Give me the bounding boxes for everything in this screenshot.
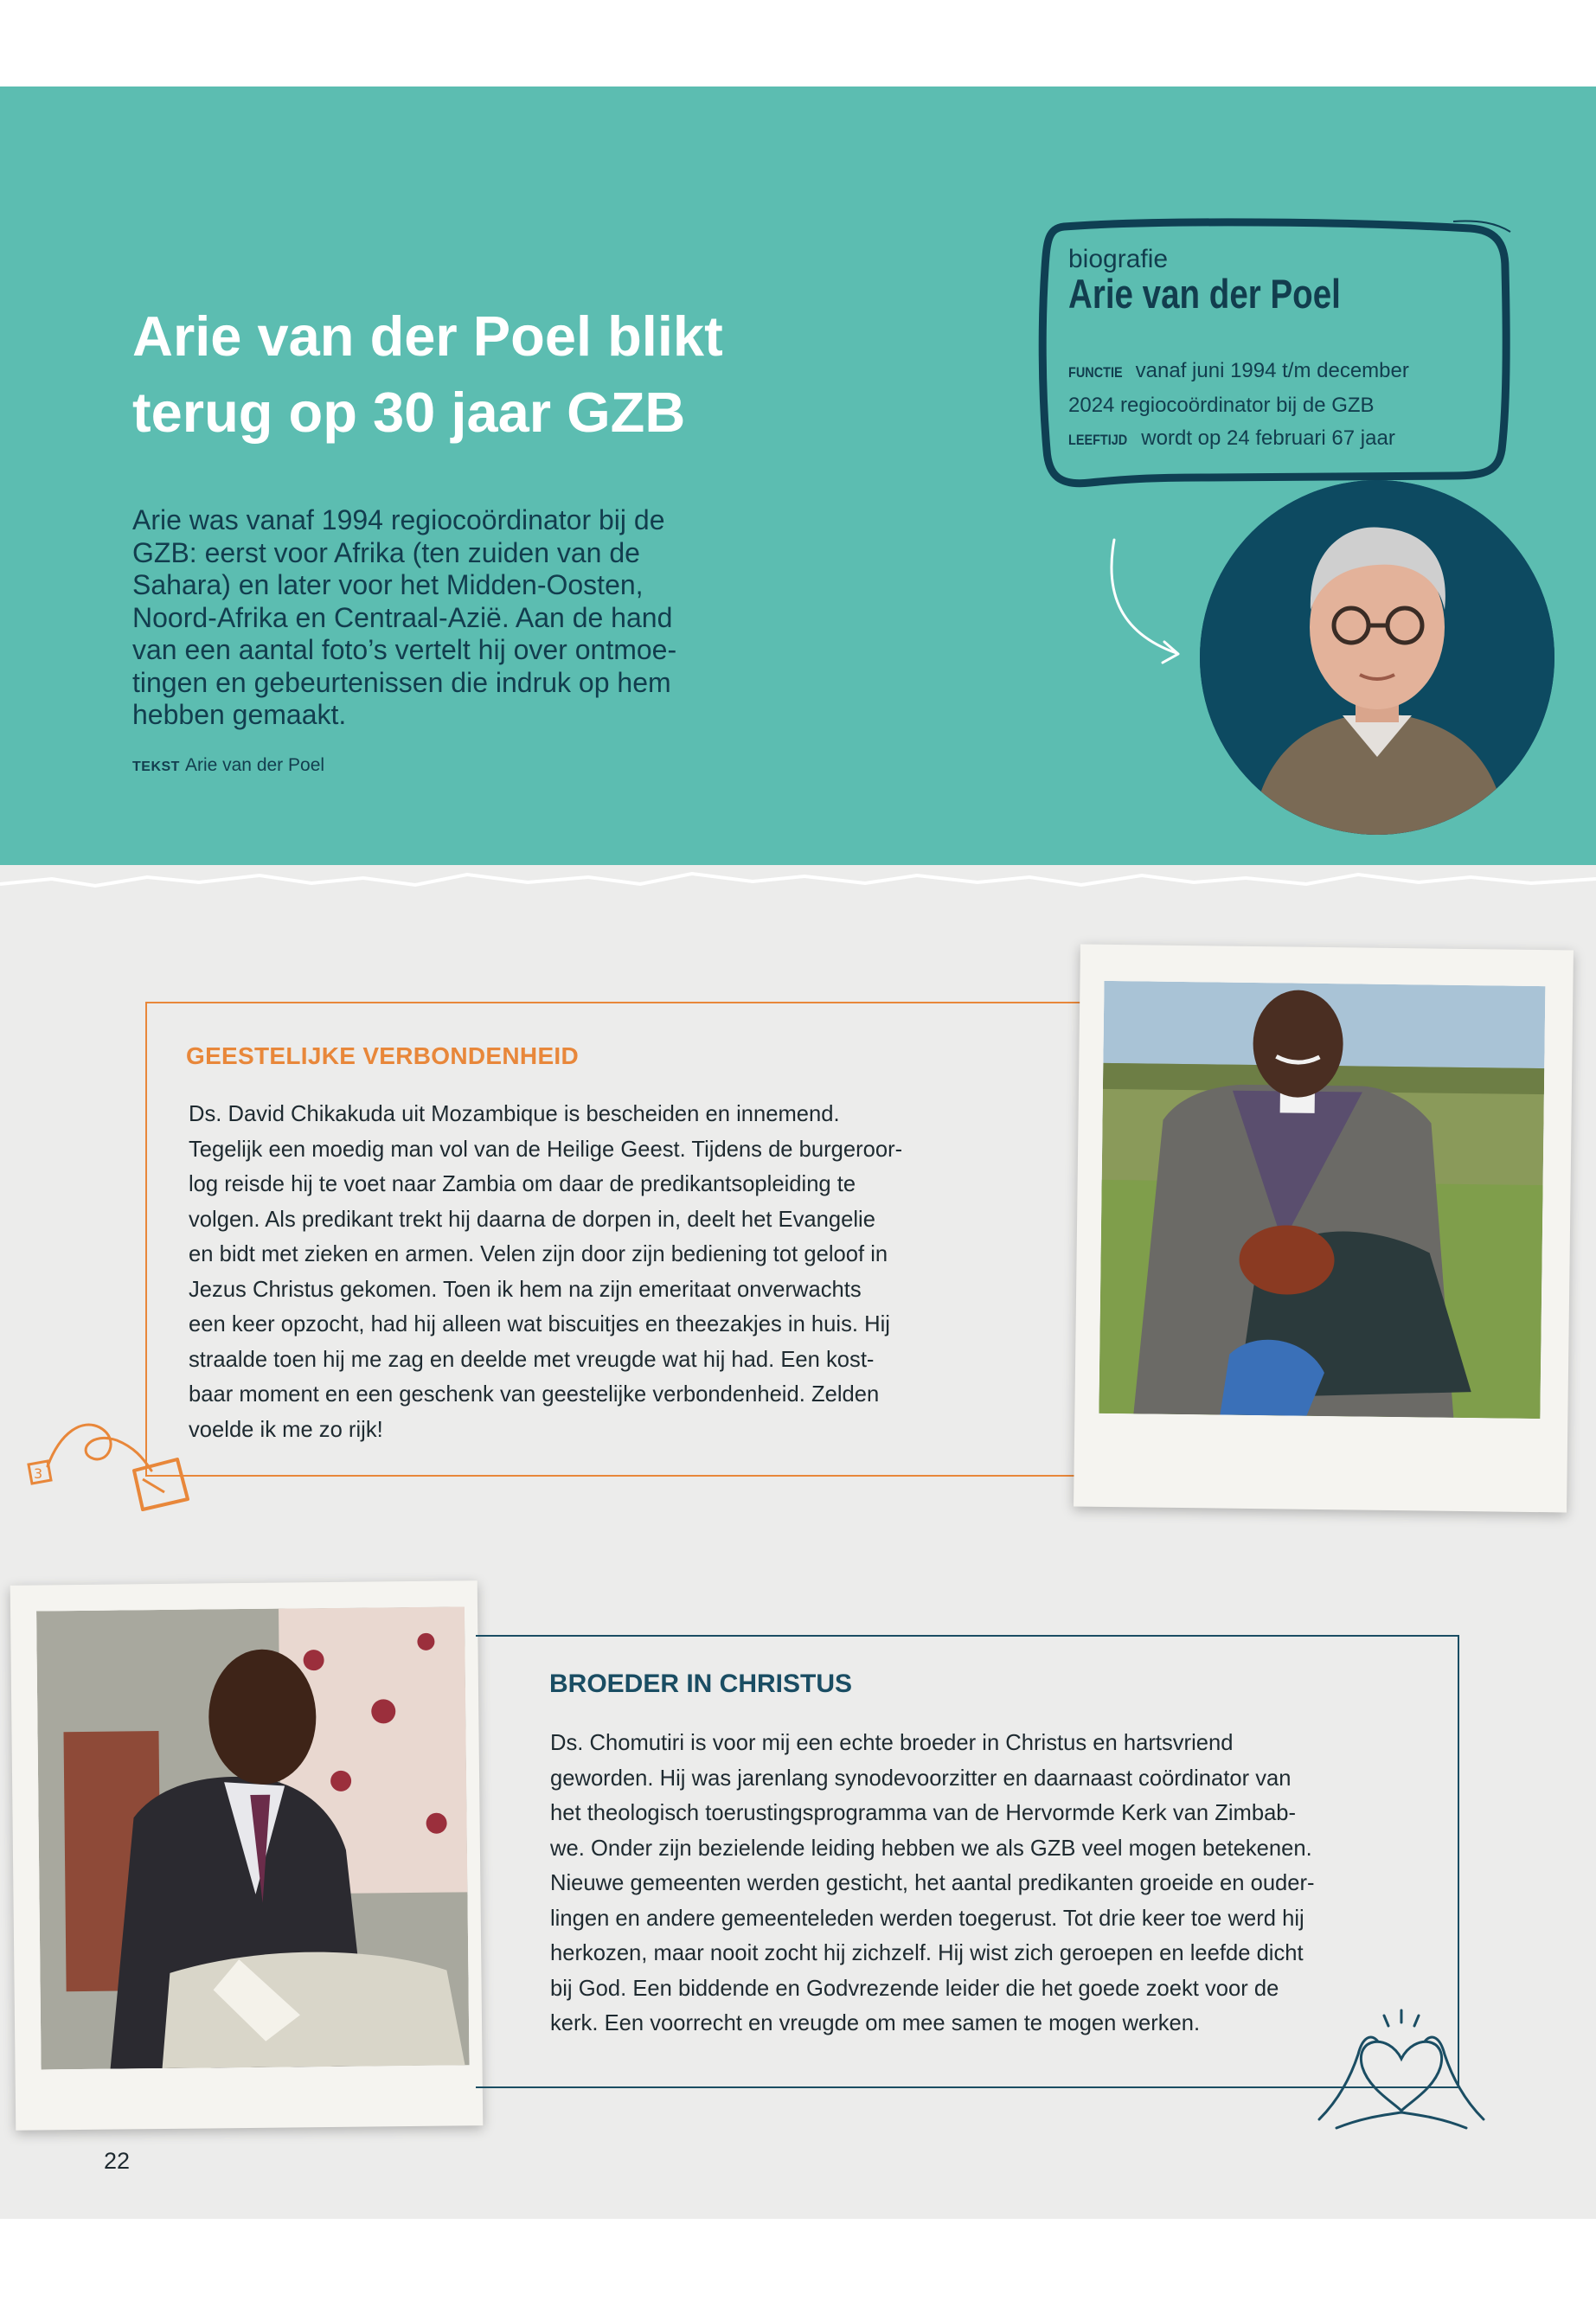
- story-line: geworden. Hij was jarenlang synodevoorzitter en daarnaast coördinator van: [550, 1766, 1292, 1791]
- heart-hands-icon: [1302, 2007, 1501, 2137]
- intro-line: tingen en gebeurtenissen die indruk op hem: [132, 666, 671, 698]
- story-line: we. Onder zijn bezielende leiding hebben we als GZB veel mogen betekenen.: [550, 1836, 1312, 1861]
- story-line: herkozen, maar nooit zocht hij zichzelf. Hij wist zich geroepen en leefde dicht: [550, 1941, 1304, 1965]
- story-line: het theologisch toerustingsprogramma van de Hervormde Kerk van Zimbab-: [550, 1801, 1297, 1825]
- intro-line: hebben gemaakt.: [132, 699, 347, 730]
- story-line: baar moment en een geschenk van geestelijke verbondenheid. Zelden: [189, 1382, 880, 1407]
- photo-chomutiri: [36, 1606, 470, 2069]
- photo-illustration: [36, 1606, 470, 2069]
- story-line: Nieuwe gemeenten werden gesticht, het aantal predikanten groeide en ouder-: [550, 1871, 1315, 1895]
- section-heading: BROEDER IN CHRISTUS: [549, 1670, 853, 1698]
- title-line: Arie van der Poel blikt: [132, 304, 723, 368]
- story-line: bij God. Een biddende en Godvrezende leider die het goede zoekt voor de: [550, 1976, 1279, 2001]
- intro-line: Sahara) en later voor het Midden-Oosten,: [132, 569, 644, 600]
- photo-illustration: [1099, 981, 1545, 1419]
- story-line: een keer opzocht, had hij alleen wat biscuitjes en theezakjes in huis. Hij: [189, 1312, 890, 1336]
- intro-paragraph: [132, 504, 868, 732]
- story-line: kerk. Een voorrecht en vreugde om mee samen te mogen werken.: [550, 2011, 1201, 2035]
- story-line: voelde ik me zo rijk!: [189, 1417, 383, 1442]
- intro-line: GZB: eerst voor Afrika (ten zuiden van de: [132, 536, 640, 568]
- story-line: straalde toen hij me zag en deelde met vreugde wat hij had. Een kost-: [189, 1347, 875, 1372]
- story-line: en bidt met zieken en armen. Velen zijn door zijn bediening tot geloof in: [189, 1242, 888, 1266]
- polaroid-photo-chikakuda: [1074, 945, 1574, 1513]
- story-line: Tegelijk een moedig man vol van de Heilige Geest. Tijdens de burgeroor-: [189, 1137, 903, 1162]
- author-portrait: [1200, 480, 1554, 835]
- credit-name: Arie van der Poel: [184, 755, 325, 775]
- function-label: FUNCTIE: [1068, 364, 1123, 381]
- author-credit: [132, 755, 324, 776]
- credit-label: TEKST: [132, 760, 180, 774]
- curved-arrow-icon: [1090, 536, 1202, 675]
- story-paragraph: [550, 1726, 1424, 2041]
- function-text: 2024 regiocoördinator bij de GZB: [1068, 394, 1375, 417]
- page-bottom-margin: [0, 2219, 1596, 2301]
- intro-line: van een aantal foto’s vertelt hij over ontmoe-: [132, 634, 677, 665]
- section-heading: GEESTELIJKE VERBONDENHEID: [186, 1042, 580, 1069]
- polaroid-photo-chomutiri: [10, 1580, 484, 2131]
- story-line: Jezus Christus gekomen. Toen ik hem na zijn emeritaat onverwachts: [189, 1277, 862, 1302]
- story-line: lingen en andere gemeenteleden werden toegerust. Tot drie keer toe werd hij: [550, 1906, 1304, 1931]
- portrait-illustration: [1200, 480, 1554, 835]
- torn-paper-edge: [0, 856, 1596, 926]
- story-line: volgen. Als predikant trekt hij daarna de dorpen in, deelt het Evangelie: [189, 1207, 875, 1232]
- age-label: LEEFTIJD: [1068, 432, 1128, 448]
- age-text: wordt op 24 februari 67 jaar: [1141, 426, 1395, 450]
- story-line: log reisde hij te voet naar Zambia om daar de predikantsopleiding te: [189, 1172, 856, 1196]
- photo-chikakuda: [1099, 981, 1545, 1419]
- svg-text:3: 3: [34, 1465, 43, 1482]
- title-line: terug op 30 jaar GZB: [132, 381, 686, 444]
- bio-kicker: biografie: [1068, 245, 1169, 273]
- page-title: [132, 298, 963, 451]
- story-paragraph: [189, 1097, 1028, 1447]
- bio-name: Arie van der Poel: [1068, 271, 1341, 317]
- page-number: 22: [104, 2148, 131, 2174]
- teabag-icon: [22, 1388, 195, 1527]
- bio-details: [1068, 355, 1518, 457]
- story-line: Ds. Chomutiri is voor mij een echte broeder in Christus en hartsvriend: [550, 1731, 1234, 1755]
- intro-line: Noord-Afrika en Centraal-Azië. Aan de hand: [132, 601, 673, 633]
- intro-line: Arie was vanaf 1994 regiocoördinator bij de: [132, 504, 665, 535]
- story-line: Ds. David Chikakuda uit Mozambique is bescheiden en innemend.: [189, 1102, 840, 1126]
- function-text: vanaf juni 1994 t/m december: [1135, 359, 1409, 382]
